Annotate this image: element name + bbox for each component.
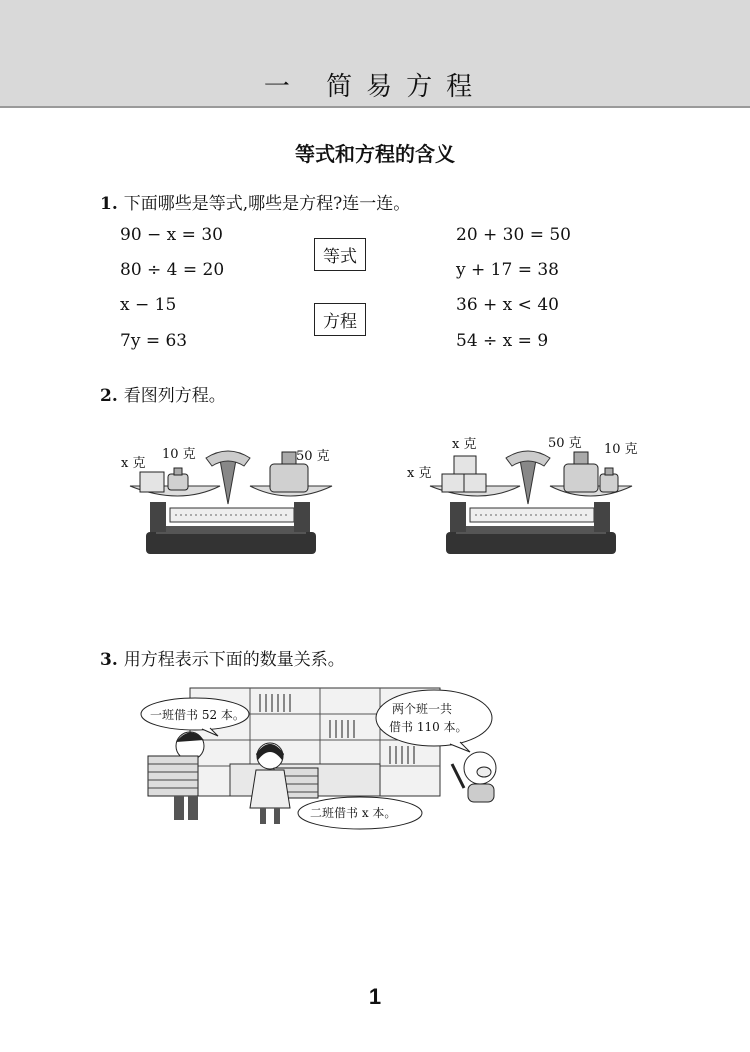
scale1-label-50g: 50 克 [296, 449, 330, 464]
right-equation-1: 20 + 30 = 50 [456, 225, 571, 245]
question-3 [100, 645, 345, 670]
question-2 [100, 381, 226, 406]
scale-base [146, 532, 316, 554]
box-equality[interactable]: 等式 [314, 238, 366, 271]
weight-50g [564, 464, 598, 492]
question-number: 1. [100, 194, 118, 214]
weight-10g [600, 474, 618, 492]
section-title: 等式和方程的含义 [295, 142, 455, 166]
scale-base-top [156, 526, 306, 534]
scale-right-post [294, 502, 310, 532]
question-1 [100, 189, 410, 214]
boy-figure-icon [148, 732, 204, 820]
pig-character-icon [452, 752, 496, 802]
question-text: 看图列方程。 [123, 386, 226, 406]
right-equation-2: y + 17 = 38 [456, 260, 559, 280]
bubble-text-total-1: 两个班一共 [392, 702, 453, 716]
weight-cube-x [140, 472, 164, 492]
page-number: 1 [368, 984, 382, 1009]
question-text: 用方程表示下面的数量关系。 [123, 650, 345, 670]
left-equation-2: 80 ÷ 4 = 20 [120, 260, 225, 280]
scale2-label-x-top: x 克 [452, 437, 477, 452]
scale2-label-x-left: x 克 [407, 466, 432, 481]
chapter-title: 一 简易方程 [263, 72, 487, 102]
weight-10g [168, 474, 188, 490]
question-number: 2. [100, 386, 118, 406]
bubble-text-total-2: 借书 110 本。 [389, 720, 468, 734]
question-number: 3. [100, 650, 118, 670]
bubble-text-class2: 二班借书 x 本。 [310, 806, 397, 820]
left-equation-4: 7y = 63 [120, 331, 188, 351]
scale2-label-10g: 10 克 [604, 442, 638, 457]
scale1-label-10g: 10 克 [162, 447, 196, 462]
bubble-text-class1: 一班借书 52 本。 [150, 708, 245, 722]
left-equation-1: 90 − x = 30 [120, 225, 223, 245]
weight-cube-x-2 [464, 474, 486, 492]
left-equation-3: x − 15 [120, 295, 177, 315]
weight-cube-x-1 [442, 474, 464, 492]
right-equation-3: 36 + x < 40 [456, 295, 559, 315]
scale1-label-x: x 克 [121, 456, 146, 471]
scale-left-post [150, 502, 166, 532]
weight-50g [270, 464, 308, 492]
box-equation[interactable]: 方程 [314, 303, 366, 336]
weight-cube-x-3 [454, 456, 476, 474]
question-text: 下面哪些是等式,哪些是方程?连一连。 [123, 194, 411, 214]
scale-pointer [220, 460, 236, 504]
scale2-label-50g: 50 克 [548, 436, 582, 451]
right-equation-4: 54 ÷ x = 9 [456, 331, 549, 351]
